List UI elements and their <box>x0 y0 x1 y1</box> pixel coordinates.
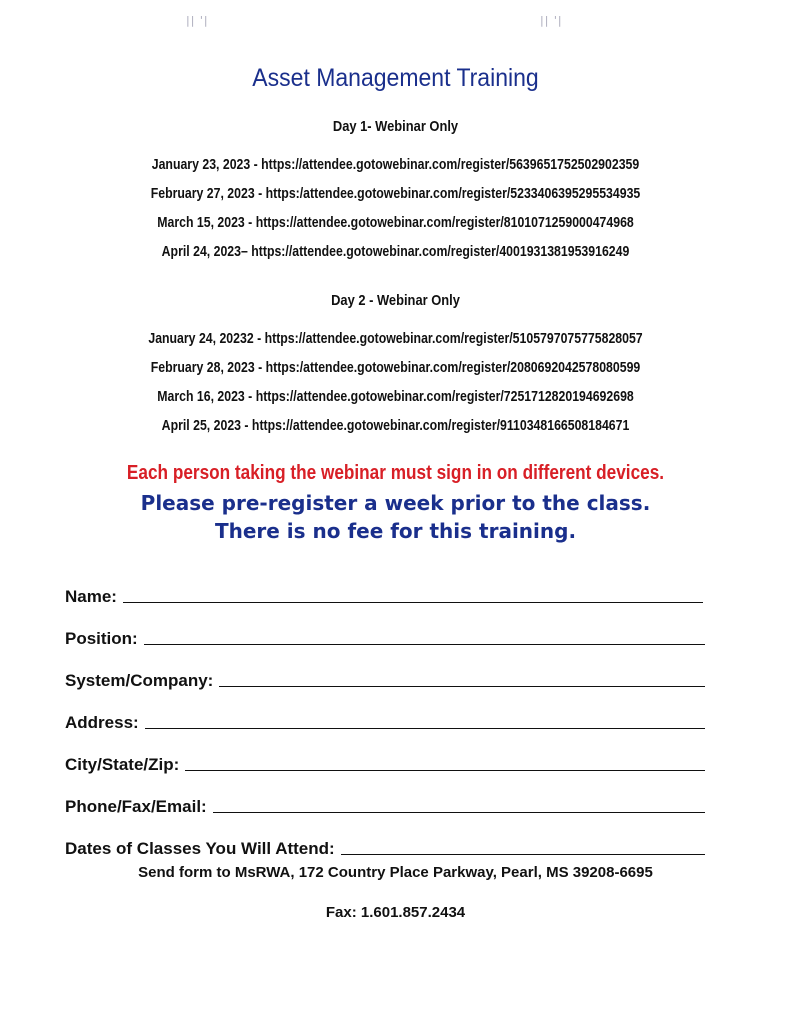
form-row-address <box>65 691 705 733</box>
name-field[interactable] <box>123 601 703 603</box>
day2-session-4: April 25, 2023 - https://attendee.gotowebinar.com/register/9110348166508184671 <box>161 417 630 434</box>
day2-session-1: January 24, 20232 - https://attendee.gotowebinar.com/register/5105797075775828057 <box>148 330 643 347</box>
day1-session-3: March 15, 2023 - https://attendee.gotowebinar.com/register/8101071259000474968 <box>157 214 634 231</box>
fax-number: Fax: 1.601.857.2434 <box>325 904 466 921</box>
position-label: Position: <box>65 629 138 648</box>
day1-session-list <box>0 150 791 266</box>
contact-field[interactable] <box>213 811 705 813</box>
day1-session-4: April 24, 2023– https://attendee.gotowebinar.com/register/4001931381953916249 <box>161 243 630 260</box>
address-label: Address: <box>65 713 139 732</box>
devices-notice: Each person taking the webinar must sign in on different devices. <box>126 462 665 484</box>
preregister-notice: Please pre-register a week prior to the class. <box>140 491 651 515</box>
dates-field[interactable] <box>341 853 705 855</box>
city-state-zip-field[interactable] <box>185 769 705 771</box>
day1-session-1: January 23, 2023 - https://attendee.gotowebinar.com/register/5639651752502902359 <box>151 156 640 173</box>
form-row-company <box>65 649 705 691</box>
scan-mark-left: || '| <box>186 14 209 27</box>
page-title: Asset Management Training <box>252 64 539 92</box>
form-row-position <box>65 607 705 649</box>
day2-session-3: March 16, 2023 - https://attendee.gotowebinar.com/register/7251712820194692698 <box>157 388 634 405</box>
day1-session-2: February 27, 2023 - https:/attendee.gotowebinar.com/register/5233406395295534935 <box>150 185 641 202</box>
form-row-name <box>65 565 705 607</box>
scan-mark-right: || '| <box>540 14 563 27</box>
mailing-address: Send form to MsRWA, 172 Country Place Parkway, Pearl, MS 39208-6695 <box>138 864 653 881</box>
address-field[interactable] <box>145 727 705 729</box>
name-label: Name: <box>65 587 117 606</box>
day1-heading: Day 1- Webinar Only <box>332 118 459 135</box>
no-fee-notice: There is no fee for this training. <box>214 519 577 543</box>
company-field[interactable] <box>219 685 705 687</box>
day2-heading: Day 2 - Webinar Only <box>331 292 460 309</box>
form-row-dates <box>65 817 705 859</box>
registration-form <box>65 565 705 859</box>
form-row-contact <box>65 775 705 817</box>
dates-label: Dates of Classes You Will Attend: <box>65 839 335 858</box>
company-label: System/Company: <box>65 671 214 690</box>
city-state-zip-label: City/State/Zip: <box>65 755 180 774</box>
day2-session-list <box>0 324 791 440</box>
form-row-city <box>65 733 705 775</box>
contact-label: Phone/Fax/Email: <box>65 797 207 816</box>
position-field[interactable] <box>144 643 705 645</box>
day2-session-2: February 28, 2023 - https:/attendee.gotowebinar.com/register/2080692042578080599 <box>150 359 641 376</box>
